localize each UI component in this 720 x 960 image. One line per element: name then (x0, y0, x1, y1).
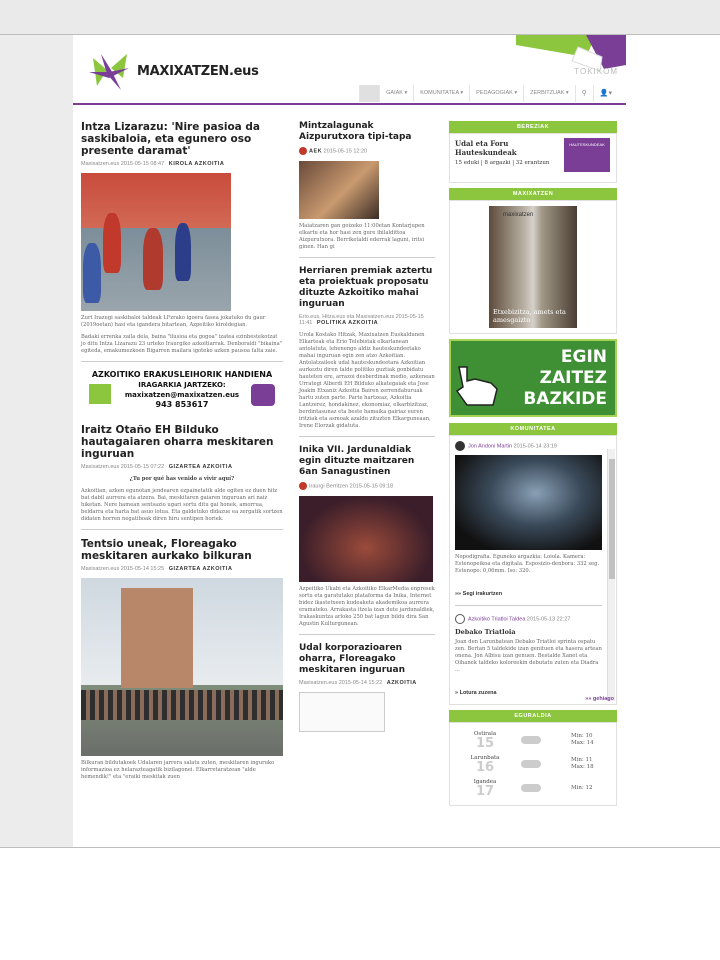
community-photo[interactable] (455, 455, 602, 550)
article-date: 2015-05-15 09:18 (349, 483, 394, 490)
article-tags[interactable]: GIZARTEA AZKOITIA (168, 566, 233, 572)
section-header-maxixatzen: MAXIXATZEN (449, 188, 617, 200)
article-meta (81, 161, 283, 167)
scrollbar-thumb[interactable] (609, 459, 615, 579)
article-source[interactable]: Maxixatzen.eus (81, 161, 120, 167)
weather-day-number: 15 (475, 735, 495, 751)
post-date: 2015-05-13 22:27 (526, 616, 571, 623)
more-link[interactable]: »» gehiago (585, 696, 614, 702)
post-title[interactable]: Debako Triatloia (455, 628, 516, 636)
post-date: 2015-05-14 23:19 (513, 443, 557, 450)
source-icon (299, 482, 307, 490)
article-title[interactable]: Mintzalagunak Aizpurutxora tipi-tapa (299, 121, 412, 142)
ad-phone: 943 853617 (155, 400, 209, 409)
read-more-link[interactable]: »» Segi irakurtzen (455, 591, 503, 597)
article-date: 2015-05-15 11:41 (299, 314, 424, 326)
building-shape (121, 588, 193, 688)
nav-item-komunitatea[interactable]: KOMUNITATEA ▾ (413, 85, 469, 102)
weather-row (455, 776, 611, 800)
weather-day-name: Ostirala (473, 730, 497, 737)
bereziak-meta: 15 eduki | 8 argazki | 32 erantzun (455, 160, 550, 166)
main-nav (73, 83, 626, 105)
weather-max: Max: 14 (571, 740, 594, 746)
article-source[interactable]: Maxixatzen.eus (81, 566, 120, 572)
cloud-icon (521, 736, 541, 744)
article-date: 2015-05-15 12:20 (323, 148, 368, 155)
bottom-band (0, 847, 720, 960)
article-source[interactable]: AEK (309, 148, 323, 155)
logo-text: MAXIXATZEN.eus (137, 63, 259, 79)
section-header-komunitatea: KOMUNITATEA (449, 423, 617, 435)
post-author[interactable]: Azkoitiko Triatloi Taldea (468, 616, 526, 623)
article-date: 2015-05-14 15:22 (338, 680, 383, 686)
article-tags[interactable]: POLITIKA AZKOITIA (316, 320, 379, 326)
article-meta (81, 464, 283, 470)
post-text: Joan den Larunbatean Debako Triatloi sprinta ospatu zen. Bertan 5 taldekide izan genituen eta hasera artean onena. Jon Albisu izan genuen. Bestalde Xanet eta Oihanek taldeko koloreekin debutatu zuten eta Diadra ... (455, 639, 602, 673)
ad-email: maxixatzen@maxixatzen.eus (124, 391, 240, 399)
auditorium-photo[interactable] (299, 496, 433, 582)
weather-min: Min: 12 (571, 784, 593, 791)
article-meta (299, 314, 435, 326)
avatar[interactable] (455, 614, 465, 624)
direct-link[interactable]: » Lotura zuzena (455, 690, 497, 696)
player-figure (83, 243, 101, 303)
article-date: 2015-05-14 15:25 (120, 566, 165, 572)
section-header-bereziak: BEREZIAK (449, 121, 617, 133)
nav-item-gaiak[interactable]: GAIAK ▾ (379, 85, 413, 102)
article-source[interactable]: Iraurgi Berritzen (309, 483, 349, 490)
post-meta (455, 614, 602, 624)
tokikom-label: TOKIKOM (574, 67, 618, 76)
right-margin (626, 35, 720, 847)
weather-row (455, 728, 611, 752)
player-figure (103, 213, 121, 273)
article-excerpt: Badaki errenka zaila dela, baina "ilusioa eta gogoa" izatea ezinbestekotzat jo ditu Intza Lizarazu 23 urteko Iraurgiko azkoitiarrak. Denboraldi "bikaina" egiteda, emakumezkoen Bigarren mailara igoteko azken pausoa falta zaie. (81, 334, 283, 354)
article-meta (299, 147, 435, 155)
article-source[interactable]: Maxixatzen.eus (81, 464, 120, 470)
join-banner-text: EGIN ZAITEZ BAZKIDE (523, 347, 607, 409)
maxixatzen-watermark: maxixatzen (503, 212, 534, 218)
cloud-icon (521, 784, 541, 792)
document-thumbnail[interactable] (299, 692, 385, 732)
crowd-shape (81, 690, 283, 720)
cloud-icon (521, 760, 541, 768)
source-icon (299, 147, 307, 155)
shop-icon (89, 384, 111, 404)
divider (81, 529, 283, 530)
article-quote: ¿Tu por qué has venido a vivir aquí? (129, 476, 235, 482)
search-icon[interactable]: ⚲ (575, 85, 593, 102)
article-title[interactable]: Udal korporazioaren oharra, Floreagako meskitaren inguruan (299, 643, 406, 675)
meeting-photo[interactable] (299, 161, 379, 219)
divider (299, 257, 435, 258)
user-icon[interactable]: 👤▾ (593, 85, 618, 102)
protest-photo[interactable] (81, 578, 283, 756)
weather-max: Max: 18 (571, 764, 594, 770)
article-source[interactable]: Maxixatzen.eus (299, 680, 338, 686)
article-title[interactable]: Herriaren premiak aztertu eta proiektuak proposatu dituzte Azkoitiko mahai inguruan (299, 266, 433, 309)
article-title[interactable]: Intza Lizarazu: 'Nire pasioa da saskibaloia, eta egunero oso presente daramat' (81, 121, 261, 157)
bereziak-title[interactable]: Udal eta Foru Hauteskundeak (455, 139, 517, 157)
article-excerpt: Urola Kostako Hitzak, Maxixatzen Euskaldunen Elkarteak eta Erio Telebistak elkarlanean antolatuta, lehenengo aldiz hauteskundeetako mahai inguruan egin zen atzo Azkoitian. Antolatzaileek udal hauteskundeetara Azkoitian aurkeztu diren talde politiko guztiak gonbidatu hauteten ere, arrazoi desberdinak medio, azkenean Urrategi Alberdi EH Bilduko alkategaiak eta Jose Joakin Etxaniz Azkoitia Bairen zerrendaburuak hartu zuten parte. Parte hartzeaz, Azkoitia Lantzerez, hondakinez, ekonomiaz, elkarbizitzaz, berdintasunaz eta beste hamaika gairiaz euren iritziak eta asmoak azaldu zituzten Elkarguneaan, Irene Elorzak gidatuta. (299, 332, 435, 429)
street-photo[interactable] (489, 206, 577, 328)
hand-cursor-icon (453, 363, 501, 407)
maxixatzen-caption: Etxebizitza, amets eta amesgaizto (493, 308, 566, 324)
article-excerpt: Azpeitiko Ukabi eta Azkoitiko ElkarMedia enpresek sortu eta garatutako plataforma da Inika, Internet bidez ikastetxeen kudeaketa akademikoa aurrera eramateko. Arrakasta itzela izan dute jardunaldiek, Irakaskuntza arloko 250 bat lagun bildu dira San Agustin Kulturgunean. (299, 586, 435, 627)
article-tags[interactable]: KIROLA AZKOITIA (168, 161, 225, 167)
maxixatzen-box[interactable] (449, 200, 617, 334)
post-meta (455, 441, 602, 451)
divider (299, 634, 435, 635)
weather-day-number: 17 (475, 783, 495, 799)
ad-banner[interactable] (81, 370, 283, 418)
weather-day-number: 16 (475, 759, 495, 775)
elections-thumbnail-label: HAUTESKUNDEAK (569, 142, 605, 147)
main-column (81, 121, 283, 786)
article-meta (299, 482, 435, 490)
article-excerpt: Zurt Irazugi saskibaloi taldeak LFzrako igoera fasea jokatuko du gaur (2019oetan) hasi eta igandera bitartean, Azpeitiko kiroldegian. (81, 315, 266, 328)
avatar[interactable] (455, 441, 465, 451)
section-header-eguraldia: EGURALDIA (449, 710, 617, 722)
post-text: Nopodigrafia. Eguneko argazkia: Loiola. Kamera: Estenopeikoa eta digitala. Esposizio-denbora: 332 seg. Estenopo: 0,06mm. Iso: 320. (455, 554, 600, 574)
secondary-column (299, 121, 435, 736)
article-excerpt: Azkoitian, azken egunotan jendearen ezpainetatik alde egiten ez duen hitz bat dabil aurrera eta atzera. Bai, meskitaren gaiaren inguruan ari naiz hiketan. Nere hamean sentsazio ugari sortu ditu gai honek, amorrua, beldarra eta harta bat asuo lotua. Eta galdetuko didazue ea zergatik sortzen didaten horren negatiboak diren hiru sentipen horiek. (81, 488, 283, 522)
post-author[interactable]: Jon Andoni Martin (468, 443, 513, 450)
top-band (0, 0, 720, 35)
nav-item-pedagogiak[interactable]: PEDAGOGIAK ▾ (469, 85, 523, 102)
weather-day-name: Larunbata (470, 754, 500, 761)
join-banner[interactable] (449, 339, 617, 417)
article-title[interactable]: Inika VII. Jardunaldiak egin dituzte maitzaren 6an Sanagustinen (299, 445, 415, 477)
divider (81, 361, 283, 362)
article-tags[interactable]: AZKOITIA (386, 680, 417, 686)
article-excerpt: Bilkuran bildutakoek Udalaren jarrera salatu zuten, meskitaren inguruko informazioa ez helarazteagatik bizilagonei. Elkarretaratzean "alde hemendik!" eta "eraiki meskitak zuen (81, 760, 275, 780)
article-tags[interactable]: GIZARTEA AZKOITIA (168, 464, 233, 470)
article-source[interactable]: Erio.eus, Hitza.eus eta Maxixatzen.eus (299, 314, 395, 320)
elections-thumbnail[interactable] (564, 138, 610, 172)
article-title[interactable]: Iraitz Otaño EH Bilduko hautagaiaren oharra meskitaren inguruan (81, 424, 274, 460)
weather-row (455, 752, 611, 776)
left-margin (0, 35, 73, 847)
community-feed[interactable] (449, 435, 617, 705)
ad-line: AZKOITIKO ERAKUSLEIHORIK HANDIENA (91, 370, 273, 379)
player-figure (175, 223, 191, 281)
weather-box (449, 722, 617, 806)
article-excerpt: Maiatzaren gan goizeko 11:00etan Kontarjupen elkartu eta hor hasi zen gure ibilaldittoa Aizpurutxora. Berriketaldi ederrak laguni, iritsi ginen. Han gi (299, 223, 425, 250)
divider (455, 605, 602, 606)
article-date: 2015-05-15 08:47 (120, 161, 165, 167)
article-meta (81, 566, 283, 572)
page (73, 35, 626, 847)
bereziak-box[interactable] (449, 133, 617, 183)
home-icon[interactable] (359, 85, 379, 102)
weather-min: Min: 10 (571, 733, 593, 739)
sidebar (449, 121, 617, 811)
article-meta (299, 680, 435, 686)
article-date: 2015-05-15 07:22 (120, 464, 165, 470)
player-figure (143, 228, 163, 290)
article-title[interactable]: Tentsio uneak, Floreagako meskitaren aurkako bilkuran (81, 538, 252, 562)
weather-day-name: Igandea (473, 778, 497, 785)
header (73, 35, 626, 105)
ad-line: IRAGARKIA JARTZEKO: (138, 381, 226, 389)
scrollbar[interactable] (607, 449, 615, 701)
basketball-photo[interactable] (81, 173, 231, 311)
weather-min: Min: 11 (571, 757, 593, 763)
divider (299, 436, 435, 437)
logo-mark-icon (251, 384, 275, 406)
nav-item-zerbitzuak[interactable]: ZERBITZUAK ▾ (523, 85, 575, 102)
